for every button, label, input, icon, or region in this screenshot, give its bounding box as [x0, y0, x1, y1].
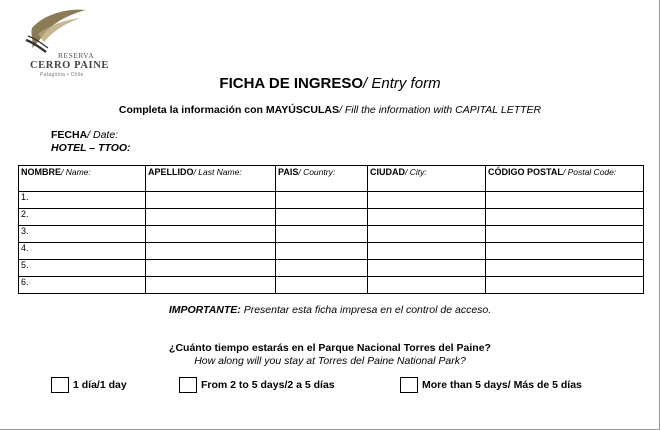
reserva-cerro-paine-logo [18, 8, 110, 78]
country-cell[interactable] [276, 277, 368, 294]
table-row [19, 277, 644, 294]
city-cell[interactable] [368, 277, 486, 294]
stay-question-spanish: ¿Cuánto tiempo estarás en el Parque Nacional Torres del Paine? [169, 342, 491, 354]
last-name-cell[interactable] [146, 260, 276, 277]
instructions-spanish: Completa la información con MAYÚSCULAS [118, 104, 340, 116]
option-2-to-5-days-label: From 2 to 5 days/2 a 5 días [201, 379, 335, 391]
title-spanish: FICHA DE INGRESO [219, 75, 364, 92]
instructions [0, 104, 660, 116]
header-city: CIUDAD/ City: [368, 166, 486, 192]
country-cell[interactable] [276, 209, 368, 226]
table-row [19, 209, 644, 226]
header-postal-code: CÓDIGO POSTAL/ Postal Code: [486, 166, 644, 192]
country-cell[interactable] [276, 226, 368, 243]
logo-line-reserva: RESERVA [58, 51, 95, 60]
row-number-cell[interactable]: 6. [19, 277, 146, 294]
last-name-cell[interactable] [146, 192, 276, 209]
hotel-ttoo-field-label[interactable]: HOTEL – TTOO: [51, 142, 131, 154]
postal-code-cell[interactable] [486, 277, 644, 294]
option-1-day-label: 1 día/1 day [73, 379, 127, 391]
postal-code-cell[interactable] [486, 260, 644, 277]
header-country: PAIS/ Country: [276, 166, 368, 192]
option-2-to-5-days[interactable] [179, 377, 335, 393]
last-name-cell[interactable] [146, 226, 276, 243]
checkbox-more-than-5-days[interactable] [400, 377, 418, 393]
date-field-label[interactable] [51, 129, 118, 141]
row-number-cell[interactable]: 2. [19, 209, 146, 226]
city-cell[interactable] [368, 209, 486, 226]
country-cell[interactable] [276, 243, 368, 260]
row-number-cell[interactable]: 1. [19, 192, 146, 209]
last-name-cell[interactable] [146, 243, 276, 260]
option-1-day[interactable] [51, 377, 127, 393]
country-cell[interactable] [276, 260, 368, 277]
checkbox-1-day[interactable] [51, 377, 69, 393]
table-row [19, 260, 644, 277]
logo-line-cerro-paine: CERRO PAINE [30, 60, 110, 71]
city-cell[interactable] [368, 192, 486, 209]
condor-feather-icon [24, 8, 92, 56]
important-note [0, 304, 660, 316]
row-number-cell[interactable]: 5. [19, 260, 146, 277]
guest-entry-table [18, 165, 644, 294]
row-number-cell[interactable]: 4. [19, 243, 146, 260]
city-cell[interactable] [368, 226, 486, 243]
last-name-cell[interactable] [146, 209, 276, 226]
postal-code-cell[interactable] [486, 226, 644, 243]
logo-line-patagonia: Patagonia • Chile [40, 72, 84, 78]
table-header-row [19, 166, 644, 192]
row-number-cell[interactable]: 3. [19, 226, 146, 243]
table-row [19, 243, 644, 260]
option-more-than-5-days-label: More than 5 days/ Más de 5 días [422, 379, 582, 391]
stay-question-english: How along will you stay at Torres del Paine National Park? [194, 355, 466, 367]
city-cell[interactable] [368, 260, 486, 277]
postal-code-cell[interactable] [486, 243, 644, 260]
table-row [19, 192, 644, 209]
date-label-english: / Date: [87, 129, 119, 141]
title-english: / Entry form [363, 75, 441, 92]
header-name: NOMBRE/ Name: [19, 166, 146, 192]
table-row [19, 226, 644, 243]
option-more-than-5-days[interactable] [400, 377, 582, 393]
postal-code-cell[interactable] [486, 192, 644, 209]
important-text: Presentar esta ficha impresa en el control de acceso. [240, 304, 492, 316]
instructions-english: / Fill the information with CAPITAL LETTER [339, 104, 542, 116]
checkbox-2-to-5-days[interactable] [179, 377, 197, 393]
postal-code-cell[interactable] [486, 209, 644, 226]
city-cell[interactable] [368, 243, 486, 260]
important-label: IMPORTANTE: [168, 304, 241, 316]
form-title [0, 75, 660, 92]
country-cell[interactable] [276, 192, 368, 209]
header-last-name: APELLIDO/ Last Name: [146, 166, 276, 192]
last-name-cell[interactable] [146, 277, 276, 294]
date-label-spanish: FECHA [51, 129, 88, 141]
